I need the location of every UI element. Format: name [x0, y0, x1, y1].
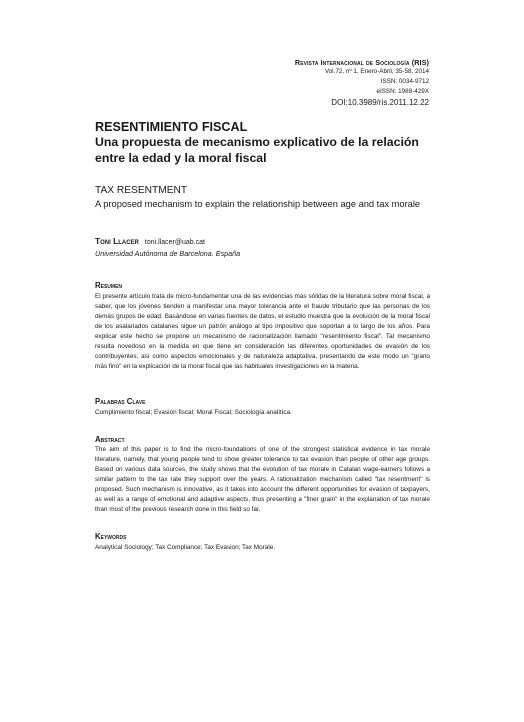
author-email: toni.llacer@uab.cat	[144, 239, 205, 246]
abstract-text: The aim of this paper is to find the micro-foundations of one of the strongest statistical evidence in tax morale literature, namely, that young people tend to show greater tolerance to tax evasion than people of other age groups. Based on various data sources, the study shows that the evolution of tax morale in Catalan wage-earners follows a similar pattern to the tax rate they support over the years. A rationalization mechanism called "tax resentment" is proposed. Such mechanism is innovative, as it takes into account the different opportunities for evasion of taxpayers, as well as a range of emotional and adaptive aspects, thus presenting a "finer grain" in the explanation of tax morale than most of the previous research done in this field so far.	[95, 446, 430, 513]
author-line	[95, 236, 205, 248]
resumen-heading: Resumen	[95, 281, 123, 290]
abstract-heading: Abstract	[95, 435, 125, 444]
english-subtitle: A proposed mechanism to explain the relationship between age and tax morale	[95, 199, 421, 209]
author-affiliation: Universidad Autónoma de Barcelona. España	[95, 249, 241, 258]
doi: DOI:10.3989/ris.2011.12.22	[331, 98, 429, 107]
issue-info: Vol.72, nº 1, Enero-Abril, 35-58, 2014	[324, 68, 429, 75]
eissn: eISSN: 1988-429X	[376, 88, 429, 95]
resumen-text: El presente artículo trata de micro-fundamentar una de las evidencias más sólidas de la literatura sobre moral fiscal, a saber, que los jóvenes tienden a manifestar una mayor tolerancia ante el fraude tributario que las personas de los demás grupos de edad. Basándose en varias fuentes de datos, el estudio muestra que la evolución de la moral fiscal de los asalariados catalanes sigue un patrón análogo al tipo impositivo que soportan a lo largo de los años. Para explicar este hecho se propone un mecanismo de racionalización llamado "resentimiento fiscal". Tal mecanismo resulta novedoso en la medida en que tiene en consideración las diferentes oportunidades de evasión de los contribuyentes, así como aspectos emocionales y de naturaleza adaptativa, presentando de este modo un "grano más fino" en la explicación de la moral fiscal que las habituales investigaciones en la materia.	[95, 293, 430, 370]
author-name: Toni Llacer	[95, 236, 139, 246]
issn: ISSN: 0034-9712	[380, 78, 429, 85]
journal-header	[295, 58, 429, 109]
paper-subtitle: Una propuesta de mecanismo explicativo de la relación entre la edad y la moral fiscal	[95, 135, 419, 165]
english-title: TAX RESENTMENT	[95, 185, 188, 196]
journal-name: Revista Internacional de Sociología (RIS)	[294, 58, 429, 67]
palabras-clave-text: Cumplimiento fiscal; Evasión fiscal; Moral Fiscal; Sociología analítica.	[95, 409, 292, 416]
keywords-text: Analytical Sociology; Tax Compliance; Tax Evasion; Tax Morale.	[95, 544, 276, 551]
paper-title: RESENTIMIENTO FISCAL	[95, 120, 248, 134]
keywords-heading: Keywords	[95, 532, 127, 541]
palabras-clave-heading: Palabras Clave	[95, 397, 146, 406]
